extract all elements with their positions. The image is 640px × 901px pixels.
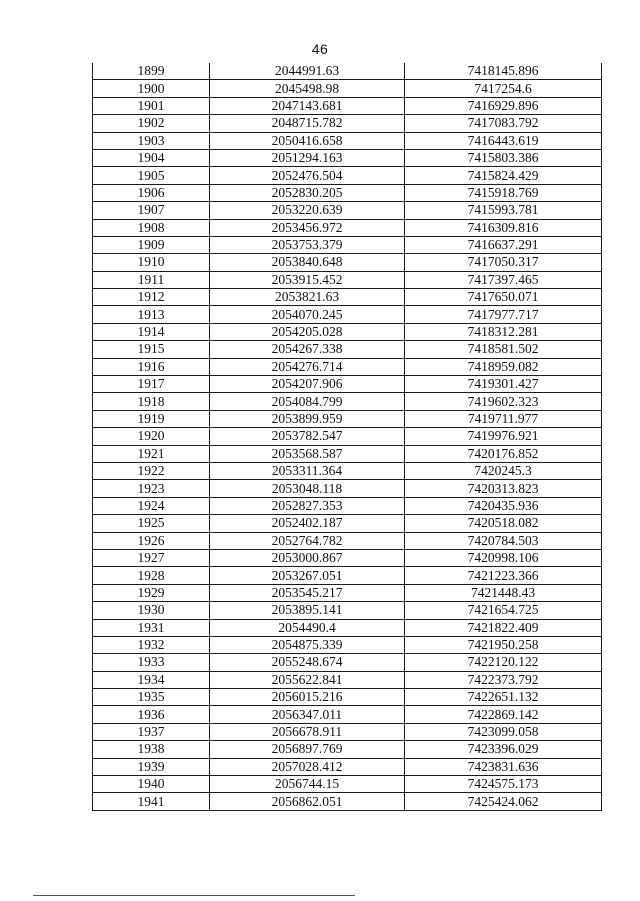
y-coordinate-cell: 7418959.082 xyxy=(405,358,602,375)
point-number-cell: 1901 xyxy=(93,97,210,114)
table-row xyxy=(93,706,602,723)
y-coordinate-cell: 7417083.792 xyxy=(405,115,602,132)
point-number-cell: 1923 xyxy=(93,480,210,497)
x-coordinate-cell: 2052827.353 xyxy=(210,497,405,514)
table-row xyxy=(93,167,602,184)
table-row xyxy=(93,445,602,462)
x-coordinate-cell: 2053840.648 xyxy=(210,254,405,271)
x-coordinate-cell: 2053821.63 xyxy=(210,289,405,306)
point-number-cell: 1935 xyxy=(93,689,210,706)
table-row xyxy=(93,115,602,132)
table-row xyxy=(93,723,602,740)
x-coordinate-cell: 2056347.011 xyxy=(210,706,405,723)
x-coordinate-cell: 2044991.63 xyxy=(210,63,405,80)
y-coordinate-cell: 7421654.725 xyxy=(405,602,602,619)
point-number-cell: 1940 xyxy=(93,776,210,793)
point-number-cell: 1933 xyxy=(93,654,210,671)
table-row xyxy=(93,689,602,706)
table-row xyxy=(93,271,602,288)
x-coordinate-cell: 2055622.841 xyxy=(210,671,405,688)
table-row xyxy=(93,254,602,271)
table-row xyxy=(93,497,602,514)
y-coordinate-cell: 7423831.636 xyxy=(405,758,602,775)
x-coordinate-cell: 2054207.906 xyxy=(210,376,405,393)
table-row xyxy=(93,567,602,584)
y-coordinate-cell: 7419976.921 xyxy=(405,428,602,445)
table-row xyxy=(93,671,602,688)
y-coordinate-cell: 7422869.142 xyxy=(405,706,602,723)
y-coordinate-cell: 7421223.366 xyxy=(405,567,602,584)
y-coordinate-cell: 7423396.029 xyxy=(405,741,602,758)
table-row xyxy=(93,202,602,219)
point-number-cell: 1904 xyxy=(93,149,210,166)
y-coordinate-cell: 7419711.977 xyxy=(405,410,602,427)
x-coordinate-cell: 2051294.163 xyxy=(210,149,405,166)
table-row xyxy=(93,584,602,601)
y-coordinate-cell: 7417977.717 xyxy=(405,306,602,323)
y-coordinate-cell: 7419602.323 xyxy=(405,393,602,410)
x-coordinate-cell: 2054205.028 xyxy=(210,323,405,340)
y-coordinate-cell: 7420313.823 xyxy=(405,480,602,497)
page-number: 46 xyxy=(311,41,329,57)
y-coordinate-cell: 7419301.427 xyxy=(405,376,602,393)
point-number-cell: 1903 xyxy=(93,132,210,149)
table-row xyxy=(93,341,602,358)
x-coordinate-cell: 2055248.674 xyxy=(210,654,405,671)
x-coordinate-cell: 2045498.98 xyxy=(210,80,405,97)
table-row xyxy=(93,184,602,201)
x-coordinate-cell: 2053000.867 xyxy=(210,549,405,566)
y-coordinate-cell: 7416309.816 xyxy=(405,219,602,236)
point-number-cell: 1928 xyxy=(93,567,210,584)
x-coordinate-cell: 2054084.799 xyxy=(210,393,405,410)
point-number-cell: 1934 xyxy=(93,671,210,688)
point-number-cell: 1924 xyxy=(93,497,210,514)
footer-rule xyxy=(33,895,355,896)
y-coordinate-cell: 7425424.062 xyxy=(405,793,602,810)
y-coordinate-cell: 7417050.317 xyxy=(405,254,602,271)
y-coordinate-cell: 7416443.619 xyxy=(405,132,602,149)
y-coordinate-cell: 7423099.058 xyxy=(405,723,602,740)
table-row xyxy=(93,549,602,566)
point-number-cell: 1932 xyxy=(93,636,210,653)
x-coordinate-cell: 2056015.216 xyxy=(210,689,405,706)
point-number-cell: 1914 xyxy=(93,323,210,340)
x-coordinate-cell: 2047143.681 xyxy=(210,97,405,114)
y-coordinate-cell: 7418145.896 xyxy=(405,63,602,80)
x-coordinate-cell: 2053456.972 xyxy=(210,219,405,236)
point-number-cell: 1929 xyxy=(93,584,210,601)
point-number-cell: 1925 xyxy=(93,515,210,532)
point-number-cell: 1915 xyxy=(93,341,210,358)
point-number-cell: 1909 xyxy=(93,236,210,253)
y-coordinate-cell: 7421822.409 xyxy=(405,619,602,636)
y-coordinate-cell: 7420435.936 xyxy=(405,497,602,514)
table-row xyxy=(93,602,602,619)
y-coordinate-cell: 7420245.3 xyxy=(405,462,602,479)
x-coordinate-cell: 2057028.412 xyxy=(210,758,405,775)
table-row xyxy=(93,462,602,479)
point-number-cell: 1906 xyxy=(93,184,210,201)
x-coordinate-cell: 2052402.187 xyxy=(210,515,405,532)
point-number-cell: 1916 xyxy=(93,358,210,375)
point-number-cell: 1926 xyxy=(93,532,210,549)
point-number-cell: 1919 xyxy=(93,410,210,427)
coordinates-table-body xyxy=(93,63,602,810)
point-number-cell: 1937 xyxy=(93,723,210,740)
x-coordinate-cell: 2056678.911 xyxy=(210,723,405,740)
x-coordinate-cell: 2053220.639 xyxy=(210,202,405,219)
y-coordinate-cell: 7417254.6 xyxy=(405,80,602,97)
point-number-cell: 1908 xyxy=(93,219,210,236)
x-coordinate-cell: 2054070.245 xyxy=(210,306,405,323)
point-number-cell: 1936 xyxy=(93,706,210,723)
y-coordinate-cell: 7420784.503 xyxy=(405,532,602,549)
point-number-cell: 1917 xyxy=(93,376,210,393)
point-number-cell: 1900 xyxy=(93,80,210,97)
y-coordinate-cell: 7417650.071 xyxy=(405,289,602,306)
x-coordinate-cell: 2056862.051 xyxy=(210,793,405,810)
table-row xyxy=(93,289,602,306)
y-coordinate-cell: 7420998.106 xyxy=(405,549,602,566)
x-coordinate-cell: 2053899.959 xyxy=(210,410,405,427)
y-coordinate-cell: 7424575.173 xyxy=(405,776,602,793)
table-row xyxy=(93,480,602,497)
table-row xyxy=(93,515,602,532)
x-coordinate-cell: 2052830.205 xyxy=(210,184,405,201)
y-coordinate-cell: 7422120.122 xyxy=(405,654,602,671)
y-coordinate-cell: 7417397.465 xyxy=(405,271,602,288)
table-row xyxy=(93,63,602,80)
y-coordinate-cell: 7415918.769 xyxy=(405,184,602,201)
table-row xyxy=(93,132,602,149)
table-row xyxy=(93,654,602,671)
y-coordinate-cell: 7420176.852 xyxy=(405,445,602,462)
table-row xyxy=(93,758,602,775)
table-row xyxy=(93,410,602,427)
point-number-cell: 1905 xyxy=(93,167,210,184)
table-row xyxy=(93,532,602,549)
x-coordinate-cell: 2053568.587 xyxy=(210,445,405,462)
y-coordinate-cell: 7422651.132 xyxy=(405,689,602,706)
x-coordinate-cell: 2053782.547 xyxy=(210,428,405,445)
x-coordinate-cell: 2052476.504 xyxy=(210,167,405,184)
table-row xyxy=(93,636,602,653)
coordinates-table xyxy=(92,63,602,811)
point-number-cell: 1922 xyxy=(93,462,210,479)
x-coordinate-cell: 2053545.217 xyxy=(210,584,405,601)
point-number-cell: 1911 xyxy=(93,271,210,288)
point-number-cell: 1921 xyxy=(93,445,210,462)
y-coordinate-cell: 7416637.291 xyxy=(405,236,602,253)
point-number-cell: 1931 xyxy=(93,619,210,636)
point-number-cell: 1902 xyxy=(93,115,210,132)
table-row xyxy=(93,393,602,410)
point-number-cell: 1930 xyxy=(93,602,210,619)
table-row xyxy=(93,236,602,253)
table-row xyxy=(93,306,602,323)
table-row xyxy=(93,97,602,114)
table-row xyxy=(93,776,602,793)
x-coordinate-cell: 2054267.338 xyxy=(210,341,405,358)
x-coordinate-cell: 2053895.141 xyxy=(210,602,405,619)
point-number-cell: 1899 xyxy=(93,63,210,80)
point-number-cell: 1907 xyxy=(93,202,210,219)
y-coordinate-cell: 7421950.258 xyxy=(405,636,602,653)
point-number-cell: 1939 xyxy=(93,758,210,775)
point-number-cell: 1910 xyxy=(93,254,210,271)
y-coordinate-cell: 7415993.781 xyxy=(405,202,602,219)
x-coordinate-cell: 2053048.118 xyxy=(210,480,405,497)
y-coordinate-cell: 7416929.896 xyxy=(405,97,602,114)
table-row xyxy=(93,80,602,97)
x-coordinate-cell: 2053311.364 xyxy=(210,462,405,479)
x-coordinate-cell: 2048715.782 xyxy=(210,115,405,132)
x-coordinate-cell: 2054490.4 xyxy=(210,619,405,636)
x-coordinate-cell: 2053915.452 xyxy=(210,271,405,288)
x-coordinate-cell: 2054875.339 xyxy=(210,636,405,653)
table-row xyxy=(93,619,602,636)
table-row xyxy=(93,428,602,445)
point-number-cell: 1913 xyxy=(93,306,210,323)
x-coordinate-cell: 2053267.051 xyxy=(210,567,405,584)
y-coordinate-cell: 7420518.082 xyxy=(405,515,602,532)
y-coordinate-cell: 7421448.43 xyxy=(405,584,602,601)
y-coordinate-cell: 7422373.792 xyxy=(405,671,602,688)
x-coordinate-cell: 2052764.782 xyxy=(210,532,405,549)
point-number-cell: 1912 xyxy=(93,289,210,306)
table-row xyxy=(93,219,602,236)
table-row xyxy=(93,376,602,393)
point-number-cell: 1927 xyxy=(93,549,210,566)
x-coordinate-cell: 2056744.15 xyxy=(210,776,405,793)
y-coordinate-cell: 7415824.429 xyxy=(405,167,602,184)
table-row xyxy=(93,358,602,375)
x-coordinate-cell: 2053753.379 xyxy=(210,236,405,253)
y-coordinate-cell: 7415803.386 xyxy=(405,149,602,166)
point-number-cell: 1938 xyxy=(93,741,210,758)
y-coordinate-cell: 7418581.502 xyxy=(405,341,602,358)
y-coordinate-cell: 7418312.281 xyxy=(405,323,602,340)
table-row xyxy=(93,793,602,810)
point-number-cell: 1941 xyxy=(93,793,210,810)
point-number-cell: 1918 xyxy=(93,393,210,410)
table-row xyxy=(93,741,602,758)
x-coordinate-cell: 2056897.769 xyxy=(210,741,405,758)
x-coordinate-cell: 2054276.714 xyxy=(210,358,405,375)
table-row xyxy=(93,149,602,166)
point-number-cell: 1920 xyxy=(93,428,210,445)
table-row xyxy=(93,323,602,340)
x-coordinate-cell: 2050416.658 xyxy=(210,132,405,149)
